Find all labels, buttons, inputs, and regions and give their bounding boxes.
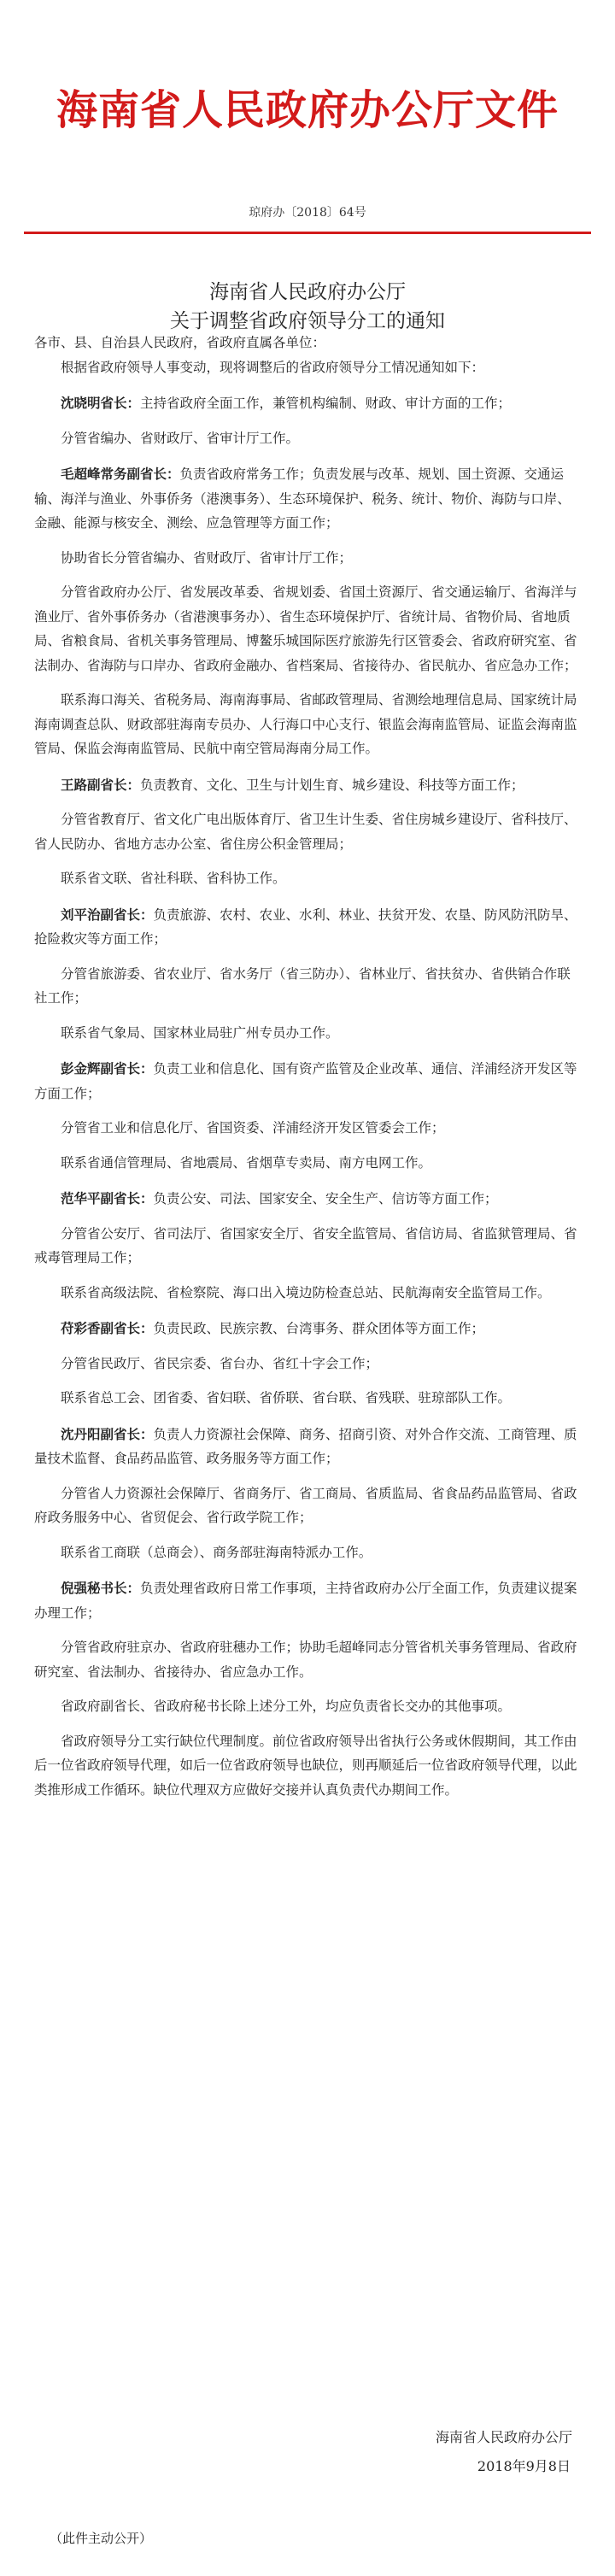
notice-title-line1: 海南省人民政府办公厅 [209,281,406,303]
leader-name: 王路副省长： [61,776,141,793]
closing-section [34,1694,581,1802]
leader-duties-text: 负责公安、司法、国家安全、安全生产、信访等方面工作； [153,1191,498,1206]
leader-assignment-paragraph: 分管省编办、省财政厅、省审计厅工作。 [61,430,300,446]
leader-assignment-paragraph: 联系省工商联（总商会）、商务部驻海南特派办工作。 [61,1544,372,1560]
leader-duties [34,1187,581,1212]
leader-assignment-paragraph: 联系省气象局、国家林业局驻广州专员办工作。 [61,1024,339,1041]
leader-assignment-paragraph: 分管省教育厅、省文化广电出版体育厅、省卫生计生委、省住房城乡建设厅、省科技厅、省人民防办、省地方志办公室、省住房公积金管理局； [34,812,577,852]
intro-paragraph: 根据省政府领导人事变动，现将调整后的省政府领导分工情况通知如下： [61,359,485,375]
leader-duties [34,903,581,952]
leader-name: 沈丹阳副省长： [61,1425,154,1442]
leader-duties-text: 负责人力资源社会保障、商务、招商引资、对外合作交流、工商管理、质量技术监督、食品药品监管、政务服务等方面工作； [34,1426,577,1466]
leader-duties [34,1317,581,1341]
leader-assignment-paragraph: 分管省政府办公厅、省发展改革委、省规划委、省国土资源厅、省交通运输厅、省海洋与渔业厅、省外事侨务办（省港澳事务办）、省生态环境保护厅、省统计局、省物价局、省地质局、省粮食局、省机关事务管理局、博鳌乐城国际医疗旅游先行区管委会、省政府研究室、省法制办、省海防与口岸办、省政府金融办、省档案局、省接待办、省民航办、省应急办工作； [34,584,577,673]
document-header-title: 海南省人民政府办公厅文件 [56,86,559,134]
leader-list [34,391,581,1684]
leader-duties-text: 负责教育、文化、卫生与计划生育、城乡建设、科技等方面工作； [140,777,524,793]
leader-assignment-paragraph: 分管省政府驻京办、省政府驻穗办工作；协助毛超峰同志分管省机关事务管理局、省政府研究室、省法制办、省接待办、省应急办工作。 [34,1640,577,1680]
leader-assignment-paragraph: 分管省民政厅、省民宗委、省台办、省红十字会工作； [61,1355,379,1371]
leader-duties-text: 负责工业和信息化、国有资产监管及企业改革、通信、洋浦经济开发区等方面工作； [34,1061,577,1101]
leader-assignment-paragraph: 分管省公安厅、省司法厅、省国家安全厅、省安全监管局、省信访局、省监狱管理局、省戒毒管理局工作； [34,1225,577,1265]
leader-duties [34,773,581,798]
leader-duties-text: 负责旅游、农村、农业、水利、林业、扶贫开发、农垦、防风防汛防旱、抢险救灾等方面工作； [34,907,577,947]
leader-assignment-paragraph: 联系省文联、省社科联、省科协工作。 [61,871,286,886]
signature-date: 2018年9月8日 [477,2458,571,2474]
leader-assignment-paragraph: 联系省总工会、团省委、省妇联、省侨联、省台联、省残联、驻琼部队工作。 [61,1390,512,1405]
signature-organization: 海南省人民政府办公厅 [435,2429,572,2445]
closing-paragraph: 省政府领导分工实行缺位代理制度。前位省政府领导出省执行公务或休假期间，其工作由后一位省政府领导代理，如后一位省政府领导也缺位，则再顺延后一位省政府领导代理，以此类推形成工作循环。缺位代理双方应做好交接并认真负责代办期间工作。 [34,1733,577,1798]
leader-duties-text: 负责省政府常务工作；负责发展与改革、规划、国土资源、交通运输、海洋与渔业、外事侨务（港澳事务）、生态环境保护、税务、统计、物价、海防与口岸、金融、能源与核安全、测绘、应急管理等方面工作； [34,466,571,531]
leader-duties [34,391,581,416]
leader-name: 彭金辉副省长： [61,1060,154,1077]
publication-note: （此件主动公开） [50,2531,153,2546]
header-divider [24,232,591,234]
leader-assignment-paragraph: 分管省旅游委、省农业厅、省水务厅（省三防办）、省林业厅、省扶贫办、省供销合作联社工作； [34,965,571,1006]
leader-duties [34,462,581,536]
leader-assignment-paragraph: 联系省通信管理局、省地震局、省烟草专卖局、南方电网工作。 [61,1154,432,1171]
leader-name: 刘平治副省长： [61,906,154,923]
salutation: 各市、县、自治县人民政府，省政府直属各单位： [34,335,326,350]
leader-assignment-paragraph: 分管省工业和信息化厅、省国资委、洋浦经济开发区管委会工作； [61,1120,445,1135]
leader-assignment-paragraph: 联系海口海关、省税务局、海南海事局、省邮政管理局、省测绘地理信息局、国家统计局海南调查总队、财政部驻海南专员办、人行海口中心支行、银监会海南监管局、证监会海南监管局、保监会海南监管局、民航中南空管局海南分局工作。 [34,692,577,756]
leader-duties [34,1057,581,1106]
document-number: 琼府办〔2018〕64号 [249,206,366,220]
leader-name: 沈晓明省长： [61,395,141,411]
leader-duties-text: 主持省政府全面工作，兼管机构编制、财政、审计方面的工作； [140,396,512,411]
leader-assignment-paragraph: 协助省长分管省编办、省财政厅、省审计厅工作； [61,549,353,566]
leader-assignment-paragraph: 联系省高级法院、省检察院、海口出入境边防检查总站、民航海南安全监管局工作。 [61,1284,551,1300]
leader-assignment-paragraph: 分管省人力资源社会保障厅、省商务厅、省工商局、省质监局、省食品药品监管局、省政府政务服务中心、省贸促会、省行政学院工作； [34,1485,577,1525]
leader-name: 毛超峰常务副省长： [61,466,180,482]
notice-title-line2: 关于调整省政府领导分工的通知 [170,310,445,332]
leader-name: 范华平副省长： [61,1190,154,1206]
leader-name: 苻彩香副省长： [61,1320,154,1336]
notice-body [34,331,581,1802]
leader-name: 倪强秘书长： [61,1580,141,1596]
leader-duties [34,1423,581,1471]
closing-paragraph: 省政府副省长、省政府秘书长除上述分工外，均应负责省长交办的其他事项。 [61,1699,512,1714]
leader-duties [34,1576,581,1625]
leader-duties-text: 负责处理省政府日常工作事项，主持省政府办公厅全面工作，负责建议提案办理工作； [34,1581,577,1621]
leader-duties-text: 负责民政、民族宗教、台湾事务、群众团体等方面工作； [153,1321,485,1336]
